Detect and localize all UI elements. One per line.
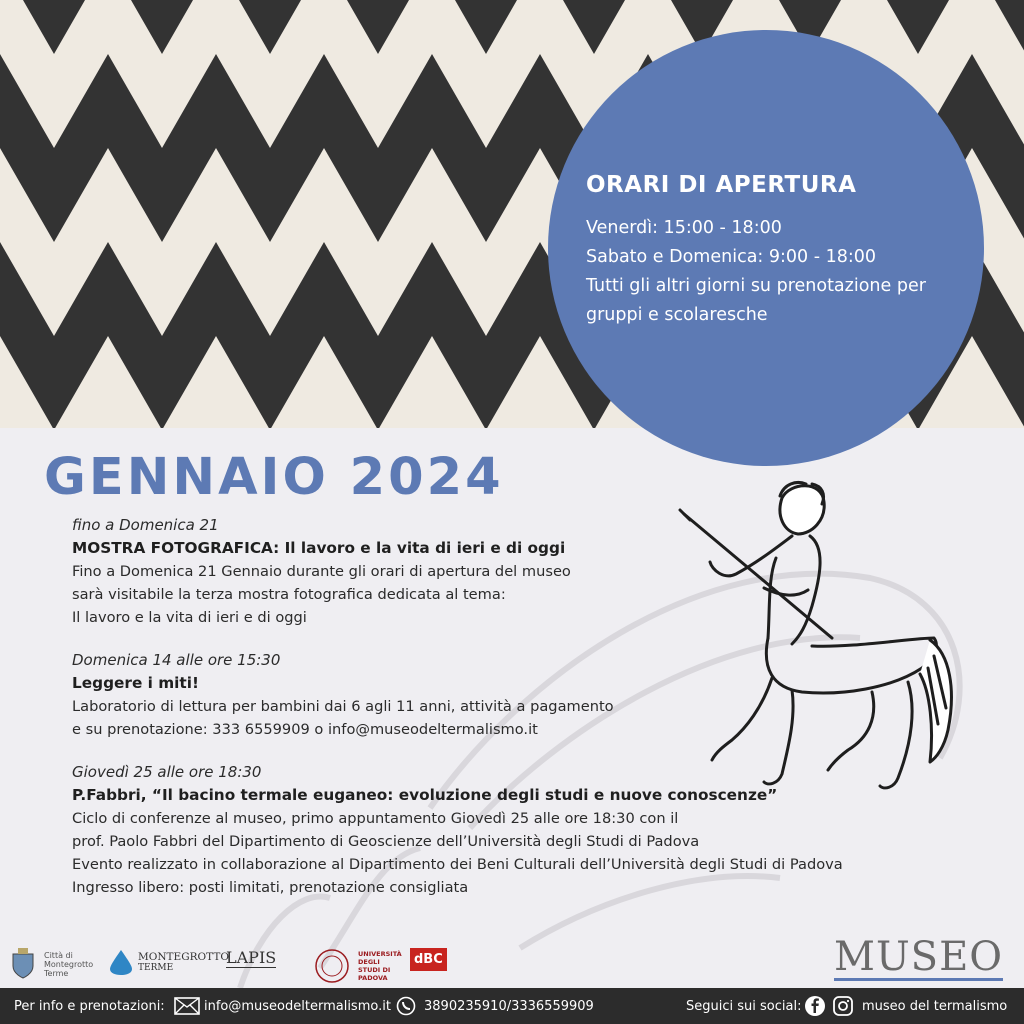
unipd-logo-text: UNIVERSITÀ DEGLI STUDI DI PADOVA xyxy=(358,950,402,982)
footer-phone[interactable] xyxy=(396,988,594,1024)
footer-phone-text[interactable]: 3890235910/3336559909 xyxy=(424,998,594,1014)
dbc-logo-text: dBC xyxy=(410,948,447,971)
opening-hours-line: Tutti gli altri giorni su prenotazione per xyxy=(586,276,926,296)
footer-social-name[interactable]: museo del termalismo xyxy=(862,998,1008,1014)
event-description: sarà visitabile la terza mostra fotografica dedicata al tema: xyxy=(72,586,506,603)
city-crest-icon xyxy=(10,948,36,980)
event-description: Evento realizzato in collaborazione al Dipartimento dei Beni Culturali dell’Università degli Studi di Padova xyxy=(72,856,843,873)
event-item xyxy=(72,761,932,899)
event-item xyxy=(72,514,932,629)
facebook-icon[interactable] xyxy=(804,995,826,1017)
event-date: fino a Domenica 21 xyxy=(72,516,219,534)
montegrotto-logo-text: MONTEGROTTO xyxy=(138,951,229,963)
event-title: P.Fabbri, “Il bacino termale euganeo: evoluzione degli studi e nuove conoscenze” xyxy=(72,786,778,804)
university-seal-icon xyxy=(314,948,350,984)
event-description: Fino a Domenica 21 Gennaio durante gli orari di apertura del museo xyxy=(72,563,571,580)
museo-logo-text: MUSEO xyxy=(834,934,1004,980)
city-logo xyxy=(10,948,98,980)
montegrotto-logo xyxy=(108,948,229,976)
opening-hours-line: Sabato e Domenica: 9:00 - 18:00 xyxy=(586,247,877,267)
event-description: prof. Paolo Fabbri del Dipartimento di Geoscienze dell’Università degli Studi di Padova xyxy=(72,833,700,850)
opening-hours-line: gruppi e scolaresche xyxy=(586,305,768,325)
event-title: MOSTRA FOTOGRAFICA: Il lavoro e la vita di ieri e di oggi xyxy=(72,539,566,557)
opening-hours-circle xyxy=(548,30,984,466)
footer-email[interactable] xyxy=(174,988,391,1024)
lapis-logo-text: LAPIS xyxy=(226,948,277,967)
footer-email-text[interactable]: info@museodeltermalismo.it xyxy=(204,998,391,1014)
whatsapp-icon xyxy=(396,996,416,1016)
footer-social-label: Seguici sui social: xyxy=(686,998,802,1014)
event-date: Giovedì 25 alle ore 18:30 xyxy=(72,763,262,781)
month-title: GENNAIO 2024 xyxy=(44,448,504,507)
event-description: Ciclo di conferenze al museo, primo appuntamento Giovedì 25 alle ore 18:30 con il xyxy=(72,810,679,827)
museo-logo xyxy=(834,936,1003,981)
instagram-icon[interactable] xyxy=(832,995,854,1017)
event-description: e su prenotazione: 333 6559909 o info@museodeltermalismo.it xyxy=(72,721,538,738)
event-description: Il lavoro e la vita di ieri e di oggi xyxy=(72,609,307,626)
events-list xyxy=(72,514,932,919)
partner-logos xyxy=(0,934,1024,988)
opening-hours-title: ORARI DI APERTURA xyxy=(586,172,857,198)
unipd-logo xyxy=(314,948,400,984)
event-description: Laboratorio di lettura per bambini dai 6 agli 11 anni, attività a pagamento xyxy=(72,698,614,715)
footer-info-label: Per info e prenotazioni: xyxy=(14,998,165,1014)
footer-social[interactable] xyxy=(804,988,1007,1024)
event-description: Ingresso libero: posti limitati, prenotazione consigliata xyxy=(72,879,469,896)
opening-hours-line: Venerdì: 15:00 - 18:00 xyxy=(586,218,782,238)
event-title: Leggere i miti! xyxy=(72,674,199,692)
event-date: Domenica 14 alle ore 15:30 xyxy=(72,651,281,669)
lapis-logo xyxy=(226,948,276,968)
montegrotto-logo-subtext: TERME xyxy=(138,963,174,973)
water-drop-icon xyxy=(108,948,134,976)
city-logo-text: Città di Montegrotto Terme xyxy=(44,950,94,978)
mail-icon xyxy=(174,997,200,1015)
footer-bar xyxy=(0,988,1024,1024)
dbc-logo xyxy=(410,948,447,971)
event-item xyxy=(72,649,932,741)
